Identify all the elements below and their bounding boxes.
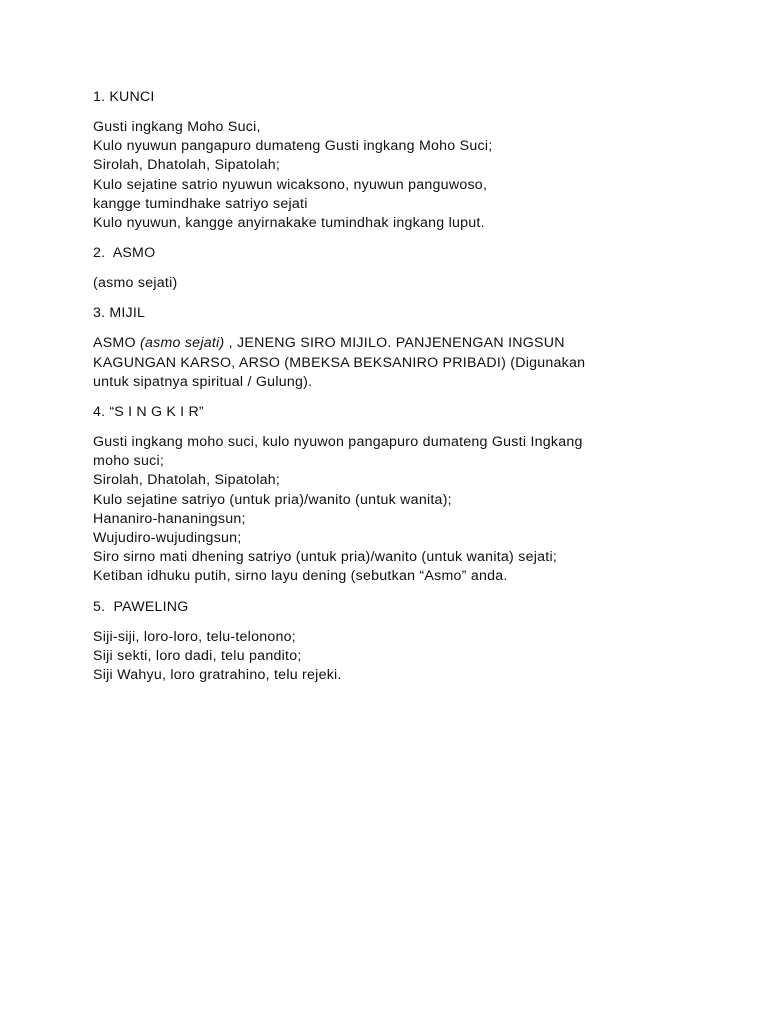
text-line: Ketiban idhuku putih, sirno layu dening (sebutkan “Asmo” anda. bbox=[93, 568, 508, 585]
text-line: Gusti ingkang moho suci, kulo nyuwon pangapuro dumateng Gusti Ingkang bbox=[93, 434, 583, 451]
text-line: Sirolah, Dhatolah, Sipatolah; bbox=[93, 472, 281, 489]
section-singkir bbox=[93, 403, 693, 587]
section-mijil bbox=[93, 304, 693, 392]
italic-text-run: (asmo sejati) bbox=[139, 335, 225, 352]
section-heading: 1. KUNCI bbox=[93, 89, 155, 105]
section-heading: 5. PAWELING bbox=[93, 598, 189, 615]
text-line: kangge tumindhake satriyo sejati bbox=[93, 195, 308, 212]
section-body bbox=[93, 433, 693, 587]
text-line: Siji sekti, loro dadi, telu pandito; bbox=[93, 647, 302, 664]
text-line: untuk sipatnya spiritual / Gulung). bbox=[93, 373, 313, 390]
section-asmo bbox=[93, 244, 693, 293]
text-line: Gusti ingkang Moho Suci, bbox=[93, 119, 261, 135]
section-body bbox=[93, 118, 693, 233]
text-line: (asmo sejati) bbox=[93, 275, 178, 292]
section-heading: 3. MIJIL bbox=[93, 305, 146, 322]
section-body bbox=[93, 628, 693, 686]
section-body bbox=[93, 334, 693, 392]
text-line: Siji-siji, loro-loro, telu-telonono; bbox=[93, 628, 296, 645]
text-line: Siro sirno mati dhening satriyo (untuk pria)/wanito (untuk wanita) sejati; bbox=[93, 549, 558, 566]
text-line: Kulo nyuwun, kangge anyirnakake tumindhak ingkang luput. bbox=[93, 215, 485, 232]
text-run: , JENENG SIRO MIJILO. PANJENENGAN INGSUN bbox=[224, 335, 565, 352]
document-page bbox=[93, 88, 693, 696]
text-line: Kulo sejatine satriyo (untuk pria)/wanito (untuk wanita); bbox=[93, 491, 452, 508]
section-heading: 2. ASMO bbox=[93, 245, 156, 262]
text-line: Wujudiro-wujudingsun; bbox=[93, 530, 242, 547]
text-line: KAGUNGAN KARSO, ARSO (MBEKSA BEKSANIRO PRIBADI) (Digunakan bbox=[93, 354, 586, 371]
section-paweling bbox=[93, 598, 693, 686]
text-line: Hananiro-hananingsun; bbox=[93, 510, 246, 527]
section-body bbox=[93, 274, 693, 293]
text-line: Siji Wahyu, loro gratrahino, telu rejeki. bbox=[93, 667, 342, 684]
section-heading: 4. “S I N G K I R” bbox=[93, 404, 204, 421]
text-line: Sirolah, Dhatolah, Sipatolah; bbox=[93, 157, 281, 174]
text-line: Kulo nyuwun pangapuro dumateng Gusti ingkang Moho Suci; bbox=[93, 138, 493, 155]
section-kunci bbox=[93, 88, 693, 233]
text-line: Kulo sejatine satrio nyuwun wicaksono, nyuwun panguwoso, bbox=[93, 176, 488, 193]
text-line: moho suci; bbox=[93, 453, 165, 470]
text-run: ASMO bbox=[93, 335, 140, 352]
text-line bbox=[93, 334, 693, 353]
